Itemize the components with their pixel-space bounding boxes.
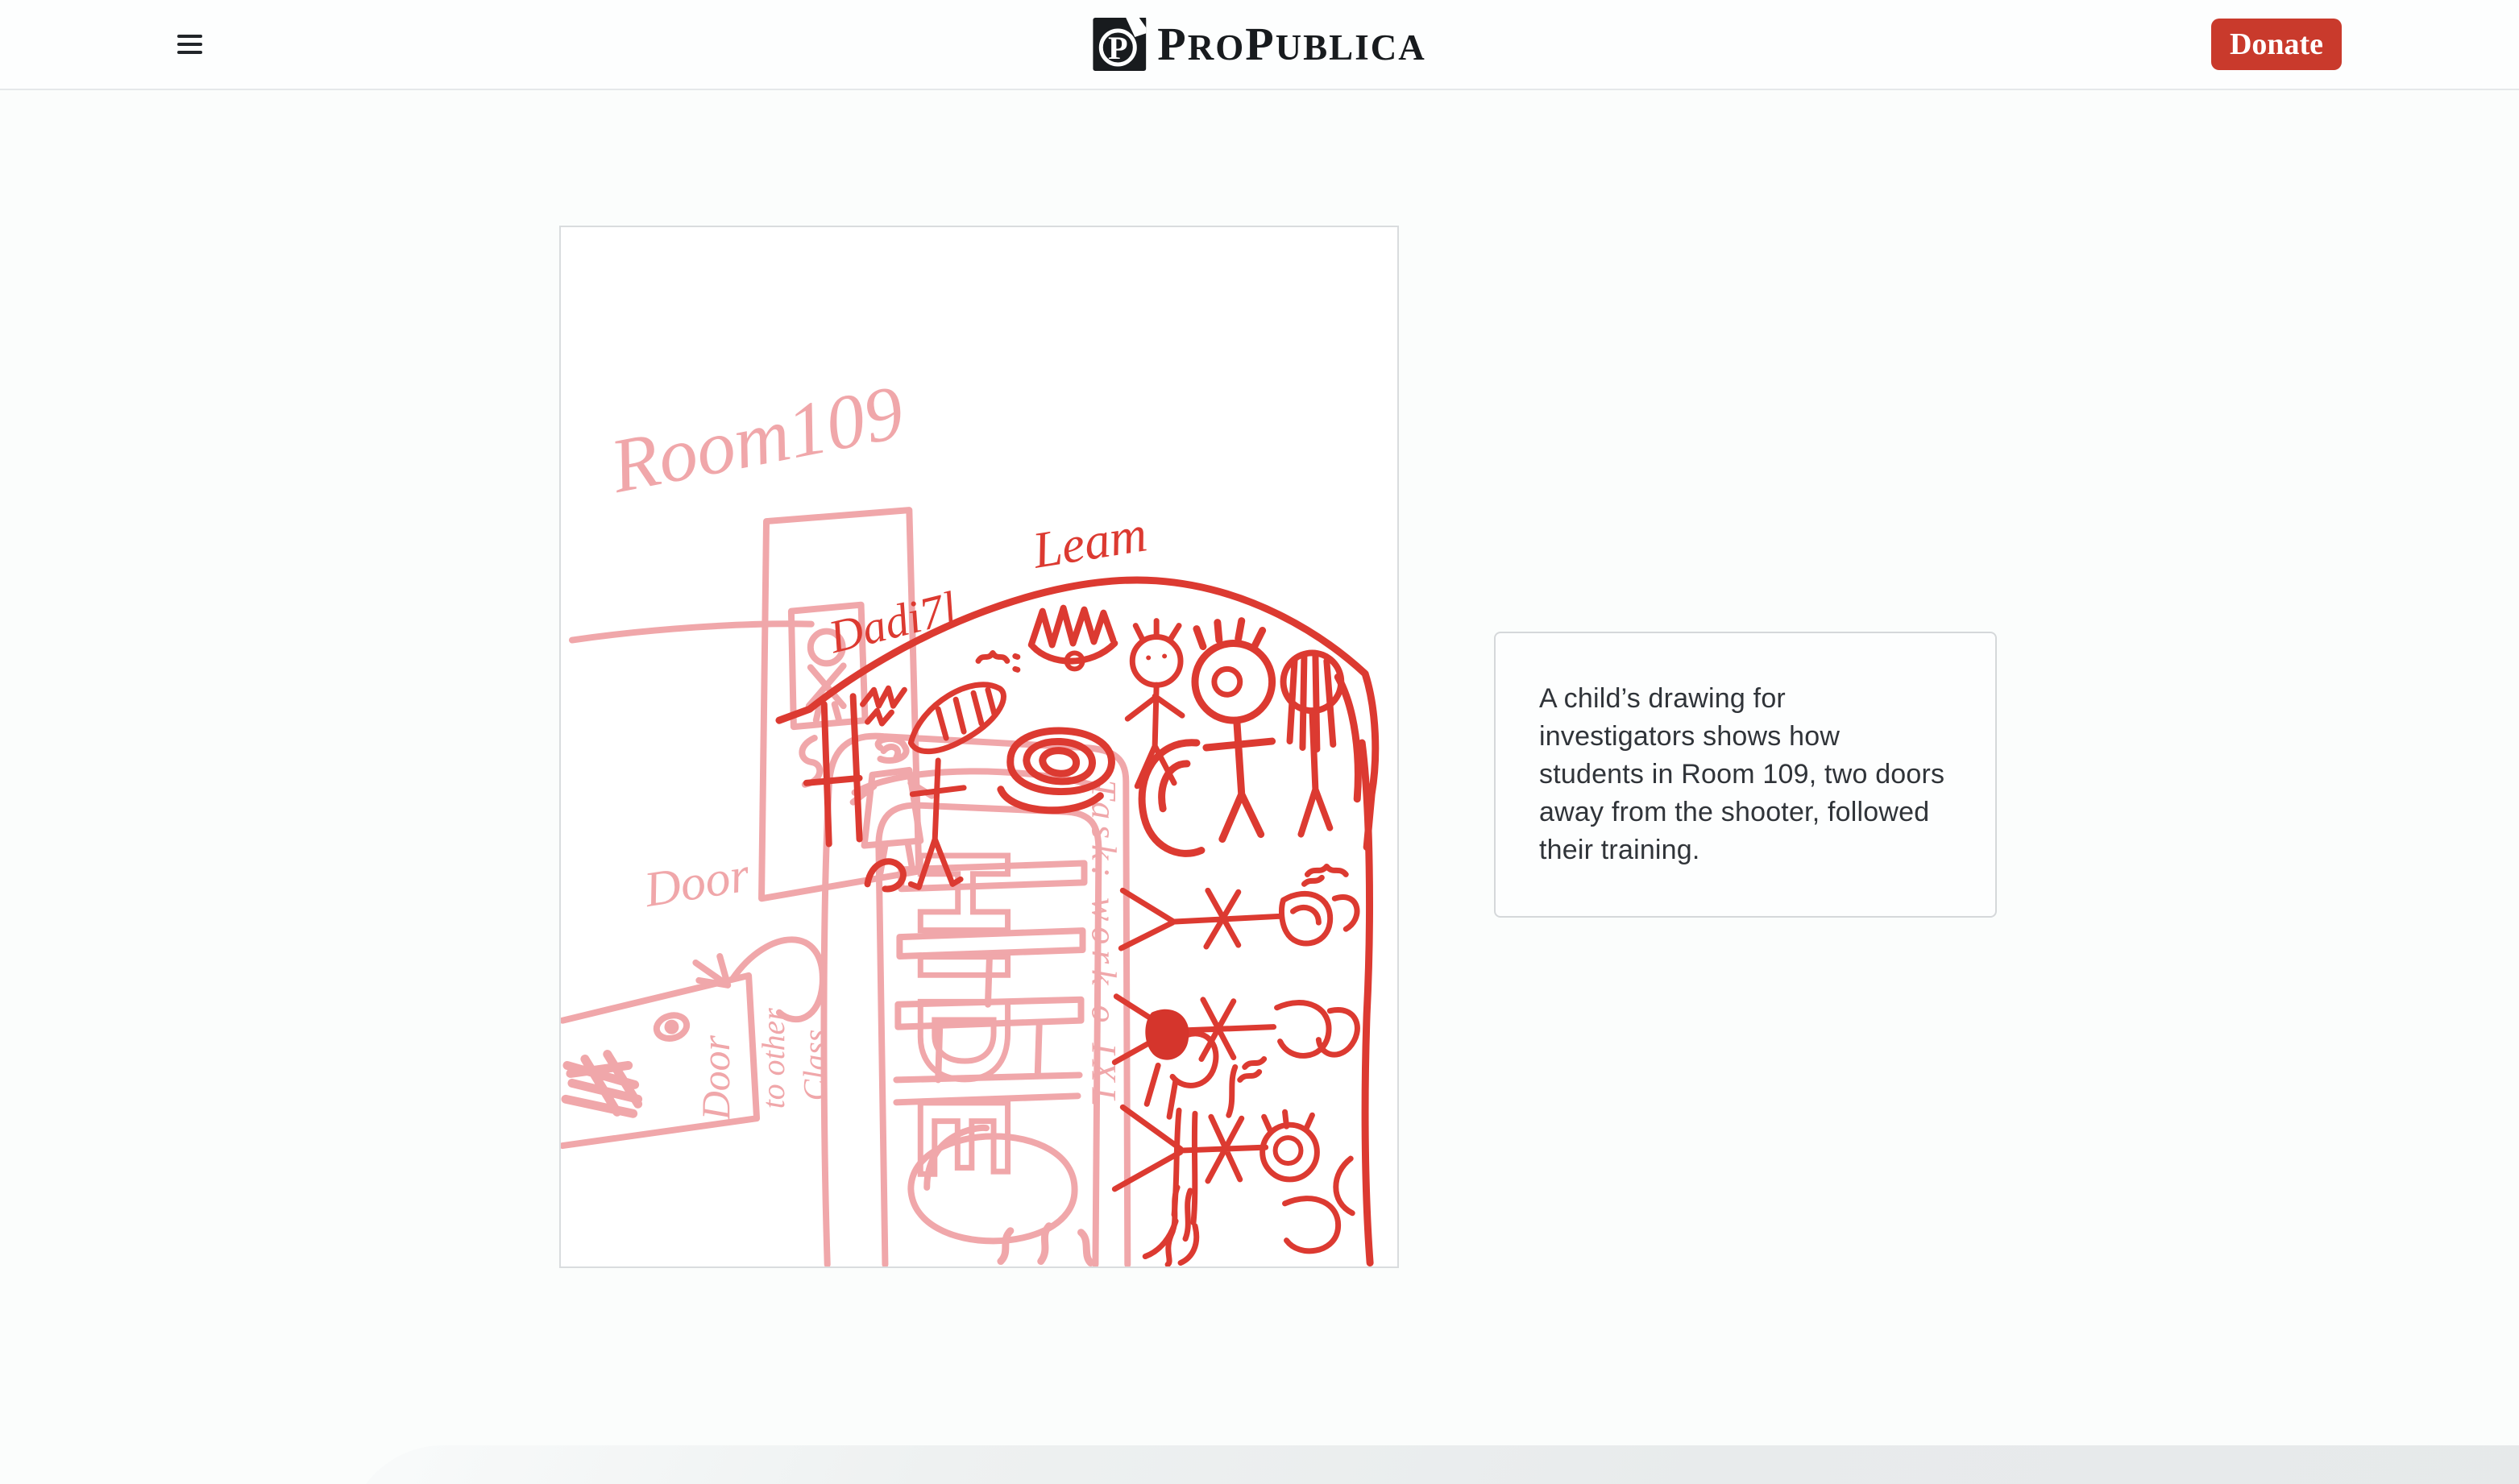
top-navigation-bar [0,0,2519,90]
caption-line: students in Room 109, two doors [1539,759,1945,790]
logo-mark-letter: P [1108,30,1128,66]
svg-text:Class: Class [796,1029,833,1101]
label-hide: HIDE [893,847,1035,1189]
caption-line: their training. [1539,835,1700,865]
label-name-top: Dadi7l [824,582,962,664]
propublica-logo[interactable] [1093,18,1425,71]
svg-text:to other: to other [754,1008,791,1109]
extra-heads [1285,1159,1353,1251]
stick-figure-small-head [1132,637,1181,686]
hiding-figure-3-face [1276,1138,1301,1163]
menu-icon-bar [177,43,202,46]
caption-line: A child’s drawing for [1539,683,1786,714]
big-head-inner [1214,669,1240,694]
door-arrow [695,939,823,1019]
solid-red-head [1145,1009,1189,1060]
big-head [1195,643,1272,720]
hiding-figure-3-head [1263,1125,1318,1179]
propublica-mark-icon [1093,18,1146,71]
pink-squiggles [1001,1226,1091,1263]
childs-drawing-svg [561,227,1397,1266]
door-knob-dot [667,1023,675,1031]
hiding-figure-1 [1121,866,1357,948]
childs-drawing-image [559,226,1399,1268]
propublica-wordmark: PROPUBLICA [1157,18,1426,70]
menu-icon-bar [177,35,202,38]
caption-line: away from the shooter, followed [1539,797,1930,827]
curtain-hair-figure [1290,654,1334,834]
label-door-upper: Door [641,847,753,918]
red-ink-group [779,580,1376,1265]
label-leam: Leam [1028,504,1151,579]
caption-line: investigators shows how [1539,721,1840,752]
donate-button[interactable]: Donate [2211,19,2342,70]
label-task-ixl: Task: work o IXL [1084,779,1123,1113]
menu-icon-bar [177,51,202,54]
hamburger-menu-icon[interactable] [177,28,213,60]
label-door-lower: Door [694,1035,739,1121]
label-room-109: Room109 [604,368,911,509]
next-section-panel [347,1445,2519,1484]
pink-underline [572,624,811,640]
hiding-figure-3 [1114,1107,1312,1264]
image-caption-card [1494,632,1997,918]
door-scribble [566,1055,638,1114]
